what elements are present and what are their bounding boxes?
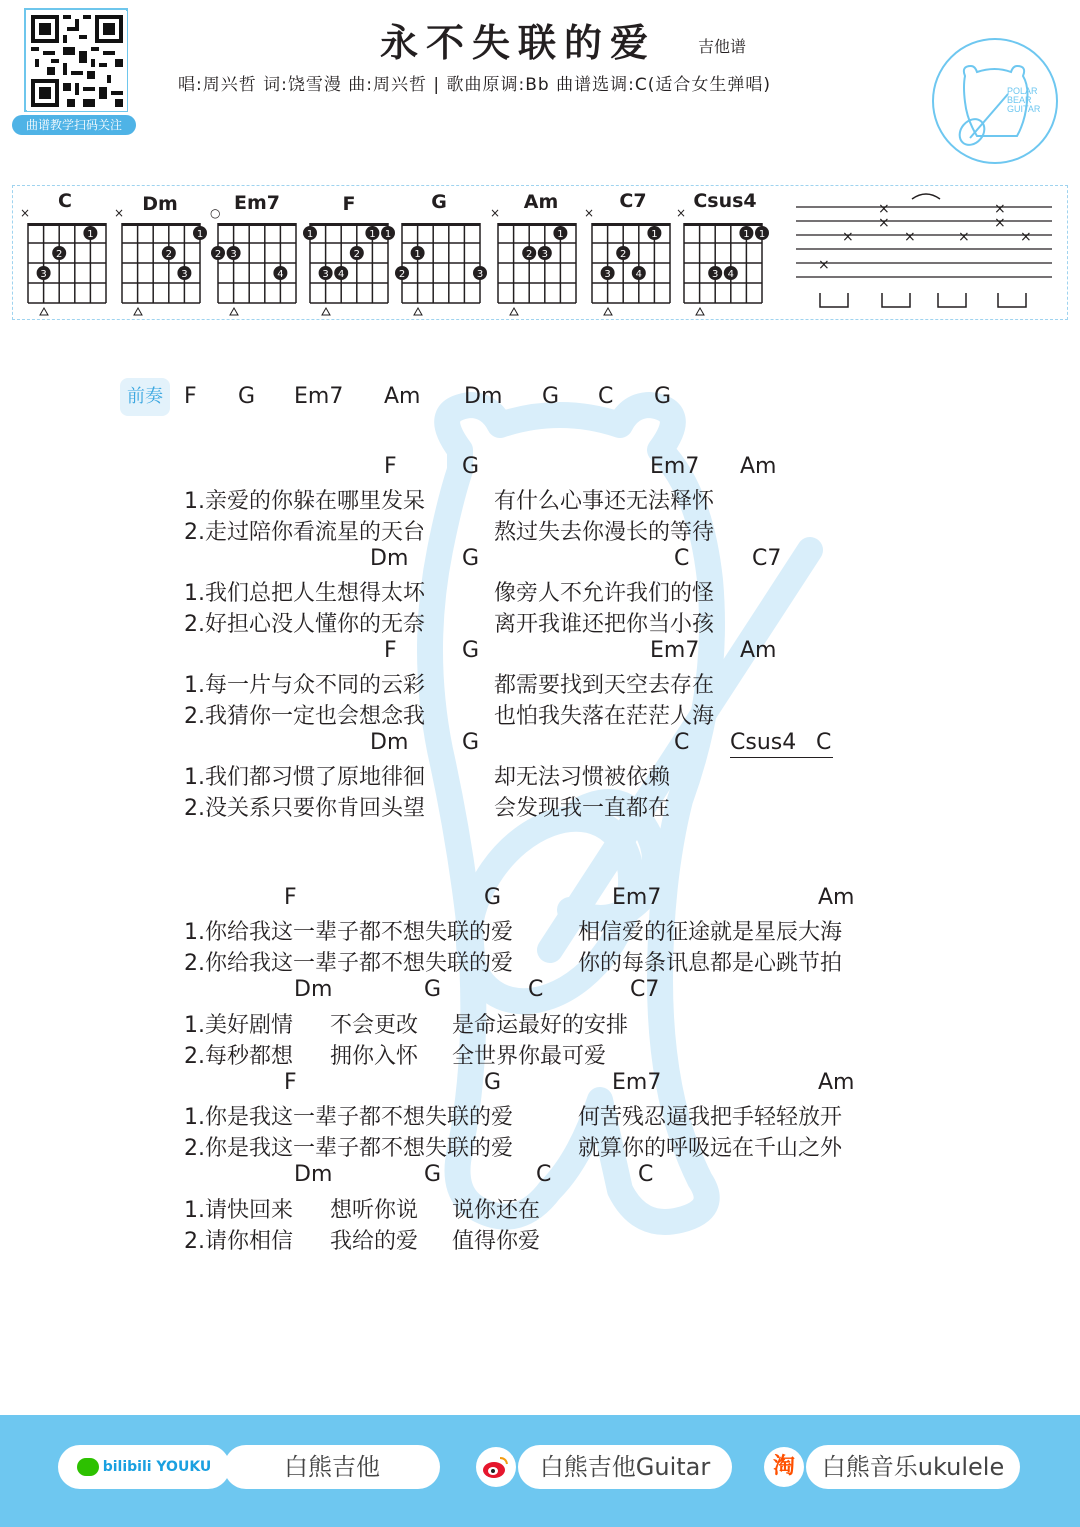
svg-text:4: 4 [338, 269, 345, 280]
lyric-line: 1.你给我这一辈子都不想失联的爱 [184, 920, 513, 945]
chorus-chord: Dm [294, 977, 333, 1002]
chord-label-c7: C7 [619, 190, 647, 212]
verse-chord: Am [740, 454, 777, 479]
lyric-line: 1.请快回来 [184, 1198, 293, 1223]
verse-chord: C7 [752, 546, 782, 571]
chord-label-em7: Em7 [234, 192, 280, 214]
lyric-line: 1.美好剧情 [184, 1013, 293, 1038]
verse-chord: Em7 [650, 638, 700, 663]
svg-text:×: × [842, 229, 854, 245]
lyric-line: 2.你给我这一辈子都不想失联的爱 [184, 951, 513, 976]
lyric-line: 却无法习惯被依赖 [494, 765, 671, 790]
svg-text:3: 3 [604, 269, 611, 280]
svg-text:2: 2 [620, 249, 627, 260]
svg-text:1: 1 [306, 229, 314, 240]
intro-chord: G [654, 384, 672, 409]
verse-chord: C [674, 546, 690, 571]
svg-text:×: × [994, 201, 1006, 217]
svg-text:×: × [114, 206, 125, 220]
lyric-line: 2.请你相信 [184, 1229, 293, 1254]
lyric-line: 全世界你最可爱 [452, 1044, 607, 1069]
svg-text:3: 3 [712, 269, 719, 280]
song-credits: 唱:周兴哲 词:饶雪漫 曲:周兴哲 | 歌曲原调:Bb 曲谱选调:C(适合女生弹唱) [178, 75, 771, 95]
svg-text:2: 2 [165, 249, 172, 260]
svg-text:4: 4 [635, 269, 642, 280]
lyric-line: 1.每一片与众不同的云彩 [184, 673, 425, 698]
chord-grid [114, 206, 207, 315]
lyric-line: 何苦残忍逼我把手轻轻放开 [578, 1105, 843, 1130]
verse-chord: G [462, 638, 480, 663]
chorus-chord: C [536, 1162, 552, 1187]
svg-text:3: 3 [476, 269, 484, 280]
strum-pattern [796, 194, 1052, 307]
lyric-line: 相信爱的征途就是星辰大海 [578, 920, 843, 945]
svg-text:×: × [958, 229, 970, 245]
svg-text:1: 1 [414, 249, 421, 260]
intro-chord: G [238, 384, 256, 409]
verse-chord: C [816, 730, 832, 755]
chorus-chord: Em7 [612, 885, 662, 910]
verse-chord: Dm [370, 730, 409, 755]
svg-text:1: 1 [369, 229, 376, 240]
lyric-line: 2.你是我这一辈子都不想失联的爱 [184, 1136, 513, 1161]
lyric-line: 2.没关系只要你肯回头望 [184, 796, 425, 821]
logo-line-1: POLAR [1007, 86, 1038, 96]
chord-label-am: Am [523, 191, 559, 213]
chord-label-g: G [431, 191, 447, 213]
verse-chord: G [462, 546, 480, 571]
svg-text:3: 3 [40, 269, 47, 280]
taobao-icon[interactable]: 淘 [764, 1447, 804, 1487]
lyric-line: 2.走过陪你看流星的天台 [184, 520, 425, 545]
footer-pill-taobao-account[interactable]: 白熊音乐ukulele [806, 1445, 1020, 1489]
polar-bear-guitar-logo [930, 36, 1060, 170]
lyric-line: 2.好担心没人懂你的无奈 [184, 612, 425, 637]
svg-text:×: × [1020, 229, 1032, 245]
chord-label-f: F [342, 193, 356, 215]
chord-grid [395, 223, 487, 315]
svg-text:×: × [584, 206, 595, 220]
intro-chord: G [542, 384, 560, 409]
lyric-line: 离开我谁还把你当小孩 [494, 612, 715, 637]
intro-label: 前奏 [120, 378, 170, 416]
lyric-line: 1.我们都习惯了原地徘徊 [184, 765, 425, 790]
chord-grid [676, 206, 769, 315]
svg-text:2: 2 [56, 249, 63, 260]
verse-chord: Csus4 [730, 730, 797, 755]
svg-text:×: × [878, 201, 890, 217]
svg-text:3: 3 [322, 269, 329, 280]
footer-pill-weibo-account[interactable]: 白熊吉他Guitar [518, 1445, 732, 1489]
qr-caption: 曲谱教学扫码关注 [12, 115, 136, 135]
lyric-line: 也怕我失落在茫茫人海 [494, 704, 715, 729]
lyric-line: 熬过失去你漫长的等待 [494, 520, 715, 545]
svg-text:×: × [904, 229, 916, 245]
chord-grid [210, 206, 296, 315]
lyric-line: 1.你是我这一辈子都不想失联的爱 [184, 1105, 513, 1130]
verse-chord: Dm [370, 546, 409, 571]
verse-chord: F [384, 454, 397, 479]
svg-text:×: × [20, 206, 31, 220]
lyric-line: 2.每秒都想 [184, 1044, 293, 1069]
lyric-line: 你的每条讯息都是心跳节拍 [578, 951, 843, 976]
chorus-chord: C7 [630, 977, 660, 1002]
svg-text:2: 2 [398, 269, 406, 280]
lyric-line: 是命运最好的安排 [452, 1013, 629, 1038]
svg-text:4: 4 [727, 269, 734, 280]
svg-text:1: 1 [384, 229, 392, 240]
chorus-chord: C [638, 1162, 654, 1187]
lyric-line: 1.亲爱的你躲在哪里发呆 [184, 489, 425, 514]
verse-chord: G [462, 454, 480, 479]
verse-chord: C [674, 730, 690, 755]
svg-text:4: 4 [277, 269, 284, 280]
svg-text:2: 2 [353, 249, 360, 260]
chord-underline [730, 757, 833, 758]
chorus-chord: G [424, 977, 442, 1002]
chord-grid [490, 206, 576, 315]
chorus-chord: Dm [294, 1162, 333, 1187]
chord-grid [584, 206, 670, 315]
qr-code[interactable] [24, 8, 128, 112]
song-title: 永不失联的爱 [380, 21, 657, 65]
logo-line-2: BEAR [1007, 95, 1032, 105]
chord-label-c: C [58, 190, 72, 212]
lyric-line: 2.我猜你一定也会想念我 [184, 704, 425, 729]
lyric-line: 想听你说 [330, 1198, 419, 1223]
svg-text:×: × [818, 257, 830, 273]
chorus-chord: Am [818, 885, 855, 910]
lyric-line: 值得你爱 [452, 1229, 541, 1254]
intro-chord: C [598, 384, 614, 409]
svg-text:×: × [676, 206, 687, 220]
lyric-line: 我给的爱 [330, 1229, 419, 1254]
verse-chord: Em7 [650, 454, 700, 479]
logo-line-3: GUITAR [1007, 104, 1041, 114]
verse-chord: F [384, 638, 397, 663]
chorus-chord: F [284, 1070, 297, 1095]
svg-text:1: 1 [87, 229, 94, 240]
lyric-line: 有什么心事还无法释怀 [494, 489, 715, 514]
weibo-icon[interactable] [476, 1447, 516, 1487]
svg-text:3: 3 [230, 249, 237, 260]
chorus-chord: Em7 [612, 1070, 662, 1095]
svg-text:1: 1 [758, 229, 766, 240]
svg-text:3: 3 [181, 269, 188, 280]
lyric-line: 不会更改 [330, 1013, 419, 1038]
chord-label-csus4: Csus4 [693, 190, 757, 212]
chorus-chord: G [484, 885, 502, 910]
video-sites-pill[interactable] [58, 1445, 230, 1489]
video-sites-label: bilibili YOUKU [102, 1459, 212, 1475]
lyric-line: 1.我们总把人生想得太坏 [184, 581, 425, 606]
chord-label-dm: Dm [142, 193, 178, 215]
svg-text:2: 2 [214, 249, 222, 260]
intro-chord: Dm [464, 384, 503, 409]
footer-pill-bilibili-account[interactable]: 白熊吉他 [224, 1445, 440, 1489]
lyric-line: 就算你的呼吸远在千山之外 [578, 1136, 843, 1161]
chord-grid [20, 206, 106, 315]
lyric-line: 都需要找到天空去存在 [494, 673, 715, 698]
verse-chord: Am [740, 638, 777, 663]
svg-text:1: 1 [557, 229, 564, 240]
chorus-chord: Am [818, 1070, 855, 1095]
svg-text:×: × [994, 215, 1006, 231]
chorus-chord: G [424, 1162, 442, 1187]
chorus-chord: G [484, 1070, 502, 1095]
intro-chord: F [184, 384, 197, 409]
lyric-line: 拥你入怀 [330, 1044, 419, 1069]
lyric-line: 说你还在 [452, 1198, 541, 1223]
svg-text:2: 2 [526, 249, 533, 260]
verse-chord: G [462, 730, 480, 755]
svg-text:1: 1 [743, 229, 750, 240]
svg-text:1: 1 [196, 229, 204, 240]
lyric-line: 像旁人不允许我们的怪 [494, 581, 715, 606]
lyric-line: 会发现我一直都在 [494, 796, 671, 821]
intro-chord: Em7 [294, 384, 344, 409]
chorus-chord: F [284, 885, 297, 910]
chord-grid [303, 223, 395, 315]
svg-text:×: × [878, 215, 890, 231]
intro-chord: Am [384, 384, 421, 409]
title-tag: 吉他谱 [698, 37, 747, 56]
svg-text:1: 1 [651, 229, 658, 240]
svg-text:×: × [490, 206, 501, 220]
svg-text:3: 3 [541, 249, 548, 260]
svg-text:○: ○ [210, 206, 221, 220]
wechat-icon [77, 1458, 99, 1476]
chorus-chord: C [528, 977, 544, 1002]
